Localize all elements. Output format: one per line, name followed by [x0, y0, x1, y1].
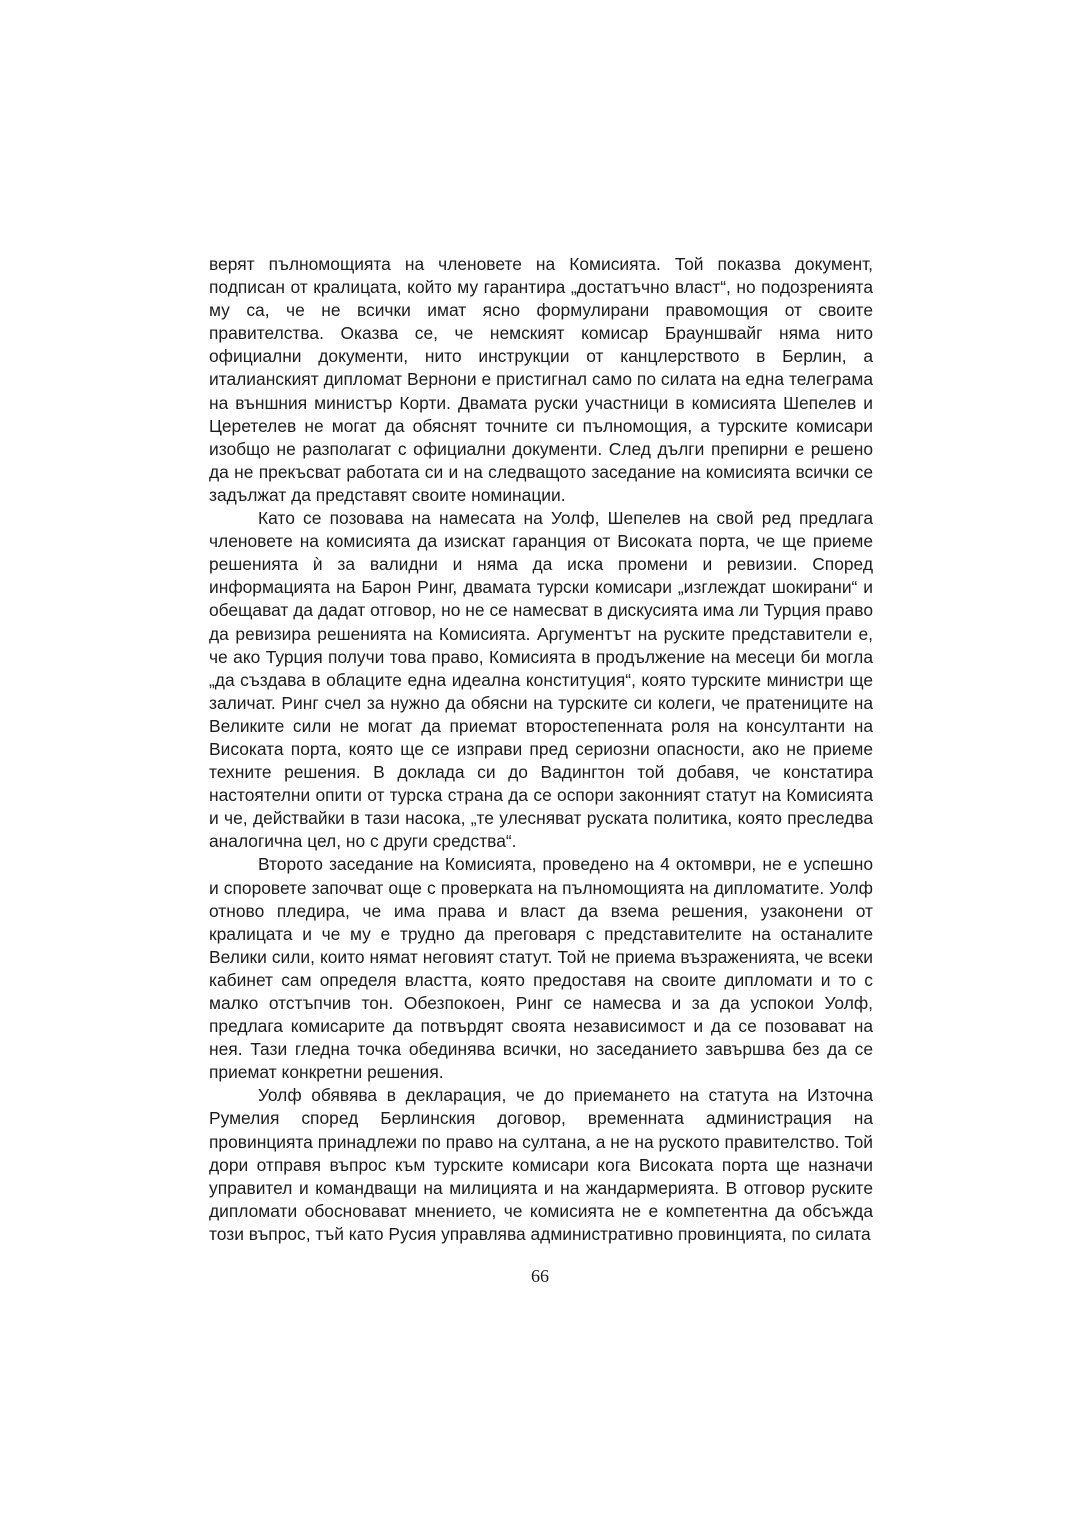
- body-text: [209, 253, 873, 1246]
- paragraph-2: Като се позовава на намесата на Уолф, Шепелев на свой ред предлага членовете на комисията да изискат гаранция от Високата порта, че ще приеме решенията ѝ за валидни и няма да иска промени и ревизии. Според информацията на Барон Ринг, двамата турски комисари „изглеждат шокирани“ и обещават да дадат отговор, но не се намесват в дискусията има ли Турция право да ревизира решенията на Комисията. Аргументът на руските представители е, че ако Турция получи това право, Комисията в продължение на месеци би могла „да създава в облаците една идеална конституция“, която турските министри ще заличат. Ринг счел за нужно да обясни на турските си колеги, че пратениците на Великите сили не могат да приемат второстепенната роля на консултанти на Високата порта, която ще се изправи пред сериозни опасности, ако не приеме техните решения. В доклада си до Вадингтон той добавя, че констатира настоятелни опити от турска страна да се оспори законният статут на Комисията и че, действайки в тази насока, „те улесняват руската политика, която преследва аналогична цел, но с други средства“.: [209, 508, 873, 852]
- paragraph-3: Второто заседание на Комисията, проведено на 4 октомври, не е успешно и споровете започват още с проверката на пълномощията на дипломатите. Уолф отново пледира, че има права и власт да взема решения, узаконени от кралицата и че му е трудно да преговаря с представителите на останалите Велики сили, които нямат неговият статут. Той не приема възраженията, че всеки кабинет сам определя властта, която предоставя на своите дипломати и то с малко отстъпчив тон. Обезпокоен, Ринг се намесва и за да успокои Уолф, предлага комисарите да потвърдят своята независимост и да се позовават на нея. Тази гледна точка обединява всички, но заседанието завършва без да се приемат конкретни решения.: [209, 854, 873, 1083]
- paragraph-1: верят пълномощията на членовете на Комисията. Той показва документ, подписан от кралицата, който му гарантира „достатъчно власт“, но подозренията му са, че не всички имат ясно формулирани правомощия от своите правителства. Оказва се, че немският комисар Брауншвайг няма нито официални документи, нито инструкции от канцлерството в Берлин, а италианският дипломат Вернони е пристигнал само по силата на една телеграма на външния министър Корти. Двамата руски участници в комисията Шепелев и Церетелев не могат да обяснят точните си пълномощия, а турските комисари изобщо не разполагат с официални документи. След дълги препирни е решено да не прекъсват работата си и на следващото заседание на комисията всички се задължат да представят своите номинации.: [209, 254, 873, 505]
- paragraph-4: Уолф обявява в декларация, че до приемането на статута на Източна Румелия според Берлинския договор, временната администрация на провинцията принадлежи по право на султана, а не на руското правителство. Той дори отправя въпрос към турските комисари кога Високата порта ще назначи управител и командващи на милицията и на жандармерията. В отговор руските дипломати обосновават мнението, че комисията не е компетентна да обсъжда този въпрос, тъй като Русия управлява административно провинцията, по силата: [209, 1085, 873, 1244]
- page-number: 66: [531, 1266, 549, 1286]
